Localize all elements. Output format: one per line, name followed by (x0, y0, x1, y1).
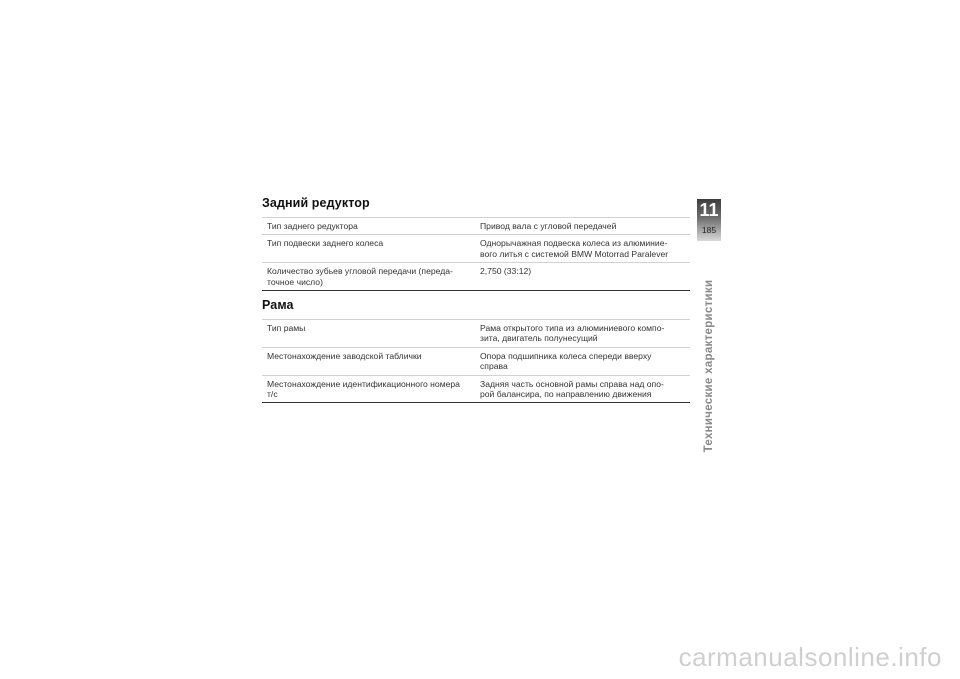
row-label: Тип рамы (267, 323, 306, 334)
chapter-tab (697, 199, 721, 241)
table-row (262, 263, 690, 291)
final-drive-table (262, 217, 690, 291)
watermark: carmanualsonline.info (678, 642, 942, 672)
row-value: Привод вала с угловой передачей (480, 221, 617, 231)
row-value: Задняя часть основной рамы справа над опо- рой балансира, по направлению движения (480, 378, 664, 400)
row-value: Рама открытого типа из алюминиевого компо- зита, двигатель полунесущий (480, 323, 665, 344)
page-number: 185 (701, 225, 717, 235)
table-row (262, 320, 690, 348)
row-value: 2,750 (33:12) (480, 266, 532, 277)
frame-table (262, 319, 690, 403)
table-row (262, 375, 690, 403)
section-title-final-drive: Задний редуктор (262, 196, 370, 210)
row-label: Тип подвески заднего колеса (267, 238, 384, 249)
chapter-number: 11 (699, 200, 719, 220)
spec-content (262, 196, 690, 403)
row-label: Количество зубьев угловой передачи (переда- точное число) (267, 266, 453, 287)
row-label: Местонахождение заводской таблички (267, 350, 422, 361)
row-value: Однорычажная подвеска колеса из алюминие- вого литья с системой BMW Motorrad Paralever (480, 238, 669, 259)
row-value: Опора подшипника колеса спереди вверху справа (480, 350, 652, 372)
table-row (262, 218, 690, 235)
table-row (262, 347, 690, 375)
row-label: Местонахождение идентификационного номера т/с (267, 378, 460, 400)
table-row (262, 235, 690, 263)
chapter-side-title: Технические характеристики (703, 279, 715, 453)
section-title-frame: Рама (262, 298, 294, 313)
row-label: Тип заднего редуктора (267, 221, 358, 231)
